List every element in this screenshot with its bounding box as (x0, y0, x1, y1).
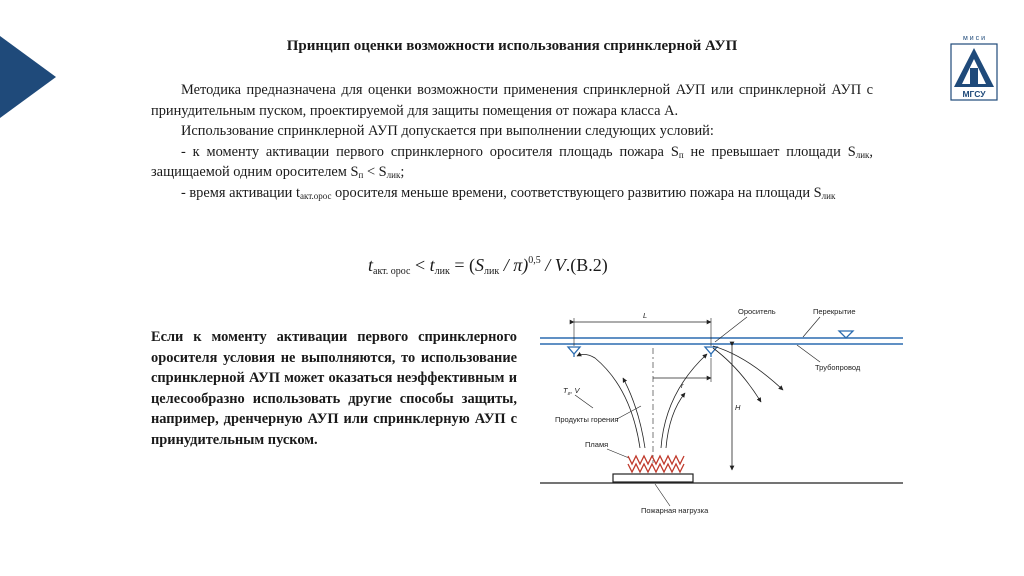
subscript: лик (855, 149, 870, 160)
label-tg-v-text: , V (570, 386, 580, 395)
intro-paragraph-2: Использование спринклерной АУП допускается при выполнении следующих условий: (181, 123, 714, 139)
condition-2 (151, 183, 873, 204)
gas-flow-arrow (623, 378, 645, 448)
label-l: L (643, 311, 648, 320)
label-r: r (681, 381, 684, 390)
formula-lt: < (410, 255, 430, 275)
leader-line (607, 449, 629, 458)
intro-paragraph-1: Методика предназначена для оценки возможности применения спринклерной АУП или спринклерной АУП с принудительным пуском, проектируемой для защиты помещения от пожара класса А. (151, 82, 873, 119)
sprinkler-icon (705, 347, 717, 354)
leader-line (797, 345, 820, 362)
slide-title: Принцип оценки возможности использования спринклерной АУП (286, 38, 738, 54)
formula-sub: лик (484, 266, 500, 277)
condition-1 (151, 142, 873, 183)
label-h: H (735, 403, 741, 412)
note-paragraph: Если к моменту активации первого спринклерного оросителя условия не выполняются, то использование спринклерной АУП может оказаться неэффективным и целесообразно использовать другие способы защиты, например, дренчерную АУП или спринклерную АУП с принудительным пуском. (151, 329, 517, 448)
note-text (151, 327, 517, 450)
formula-tail: / V (540, 255, 566, 275)
formula-div: / π) (499, 255, 529, 275)
sprinkler-icon (568, 347, 580, 354)
subscript: акт.орос (299, 190, 332, 201)
gas-flow-arrow (666, 393, 685, 448)
label-truboprovod: Трубопровод (815, 363, 861, 372)
label-perekrytie: Перекрытие (813, 307, 856, 316)
formula-sup: 0,5 (528, 255, 541, 266)
gas-flow-arrow (577, 354, 640, 448)
sprinkler-icon (839, 331, 853, 338)
logo-bottom-text: МГСУ (962, 89, 986, 99)
logo-top-text: м и с и (963, 35, 985, 42)
condition-2-text-a: - время активации t (181, 184, 300, 201)
label-plamya: Пламя (585, 440, 609, 449)
formula-s: S (475, 255, 485, 275)
formula-eq: = ( (449, 255, 476, 275)
label-tg-sub: г (567, 391, 571, 397)
formula-ref: .(В.2) (565, 255, 608, 275)
flame-icon (628, 456, 684, 464)
leader-line (803, 317, 820, 337)
subscript: п (678, 149, 684, 160)
formula-t: t (368, 255, 374, 275)
sprinkler-diagram (535, 298, 907, 538)
label-nagruzka: Пожарная нагрузка (641, 506, 709, 515)
label-orositel: Ороситель (738, 307, 776, 316)
label-produkty: Продукты горения (555, 415, 619, 424)
leader-line (575, 395, 593, 408)
condition-1-text-a: - к моменту активации первого спринклерного оросителя площадь пожара S (181, 143, 679, 160)
condition-1-text-b: не превышает площади S (683, 143, 856, 160)
subscript: лик (821, 190, 836, 201)
leader-line (655, 484, 670, 506)
label-tg: Т (563, 386, 568, 395)
fire-load-block (613, 474, 693, 482)
formula-t: t (429, 255, 435, 275)
formula-sub: лик (434, 266, 450, 277)
subscript: п (358, 170, 364, 180)
condition-2-text-b: оросителя меньше времени, соответствующего развитию пожара на площади S (331, 184, 822, 201)
subscript: лик (386, 170, 401, 180)
condition-1-text-c: , защищаемой одним оросителем S (151, 143, 873, 180)
intro-text (151, 80, 873, 203)
condition-1-text-d: < S (363, 164, 387, 180)
formula-b2 (368, 255, 668, 277)
label-tg-v (563, 386, 580, 397)
condition-1-text-e: ; (400, 164, 405, 180)
formula-sub: акт. орос (373, 266, 411, 277)
